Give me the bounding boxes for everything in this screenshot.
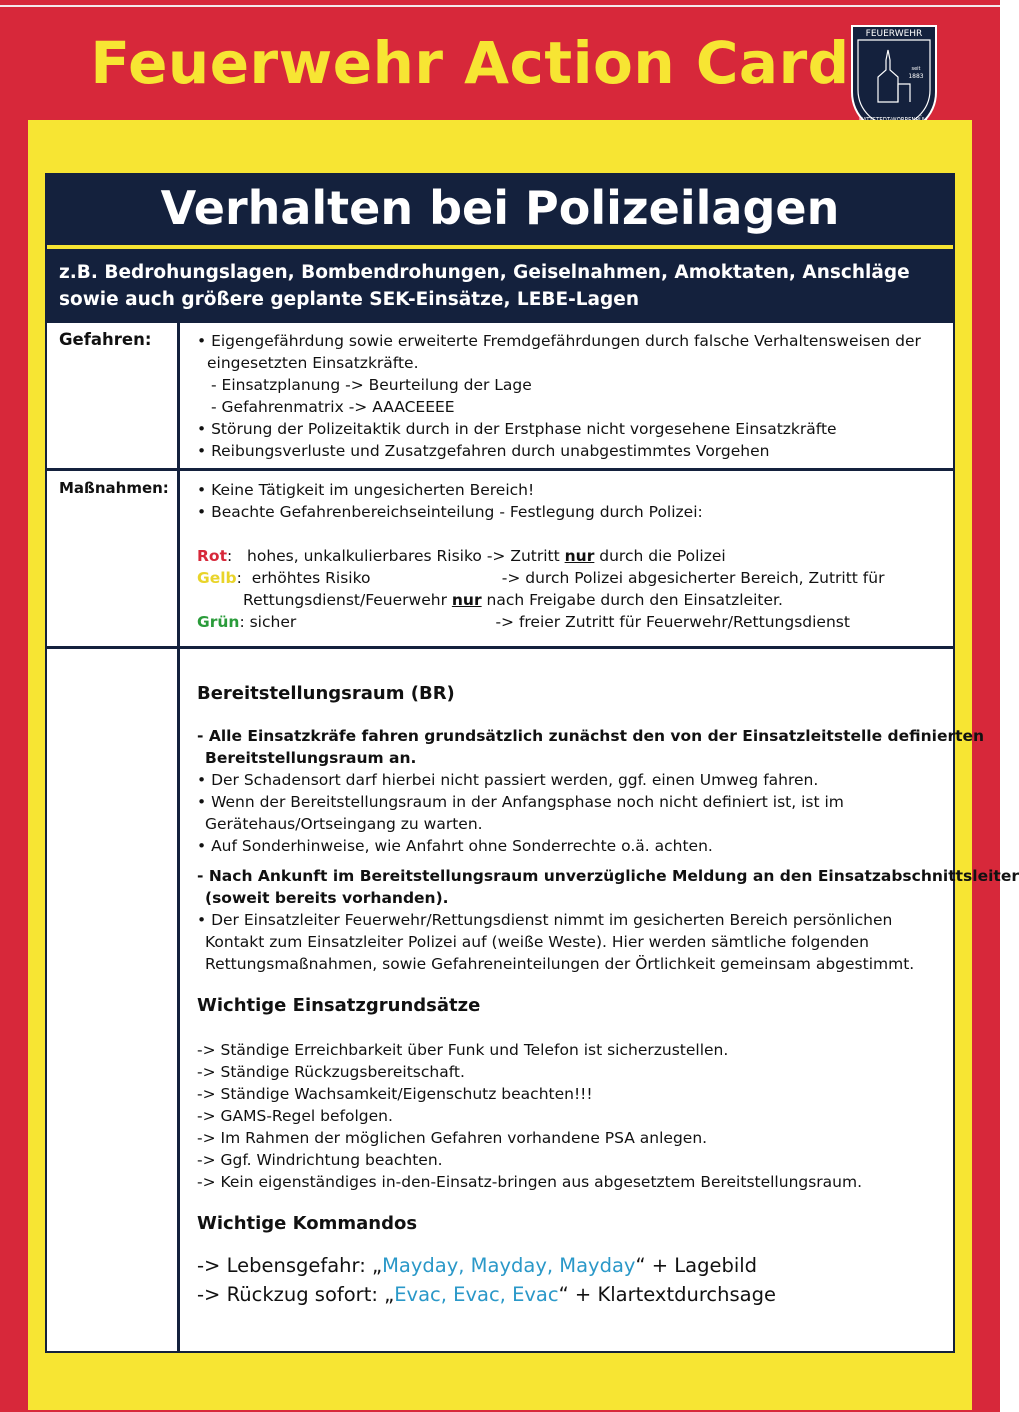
spacer bbox=[197, 523, 943, 545]
list-item: - Einsatzplanung -> Beurteilung der Lage bbox=[211, 376, 532, 394]
command-suffix: “ + Lagebild bbox=[635, 1254, 758, 1277]
zone-gelb-desc: erhöhtes Risiko bbox=[251, 569, 371, 587]
zone-rot bbox=[197, 545, 943, 567]
action-card bbox=[45, 173, 1019, 1353]
list-item: Gerätehaus/Ortseingang zu warten. bbox=[205, 815, 483, 833]
command-label: -> Rückzug sofort: „ bbox=[197, 1283, 395, 1306]
list-item: - Gefahrenmatrix -> AAACEEEE bbox=[211, 398, 455, 416]
subtitle-line: sowie auch größere geplante SEK-Einsätze, LEBE-Lagen bbox=[59, 289, 639, 310]
details-content bbox=[197, 683, 1019, 1309]
list-item: -> GAMS-Regel befolgen. bbox=[197, 1107, 393, 1125]
spacer bbox=[197, 1235, 943, 1251]
massnahmen-content bbox=[197, 479, 943, 633]
list-item: • Der Schadensort darf hierbei nicht passiert werden, ggf. einen Umweg fahren. bbox=[197, 771, 819, 789]
list-item: • Der Einsatzleiter Feuerwehr/Rettungsdienst nimmt im gesicherten Bereich persönlichen bbox=[197, 911, 893, 929]
list-item: • Beachte Gefahrenbereichseinteilung - Festlegung durch Polizei: bbox=[197, 503, 703, 521]
card-subtitle bbox=[47, 249, 953, 323]
card-title: Verhalten bei Polizeilagen bbox=[47, 175, 953, 249]
zone-sep: : bbox=[236, 569, 242, 587]
zone-gruen-arrow: -> freier Zutritt für Feuerwehr/Rettungsdienst bbox=[495, 613, 850, 631]
list-item: • Wenn der Bereitstellungsraum in der Anfangsphase noch nicht definiert ist, ist im bbox=[197, 793, 844, 811]
top-line bbox=[0, 5, 1000, 7]
emblem-top-text: FEUERWEHR bbox=[865, 29, 923, 39]
zone-rot-arrow-post: durch die Polizei bbox=[594, 547, 726, 565]
gefahren-content bbox=[197, 330, 943, 462]
row-details bbox=[47, 646, 1019, 1353]
section-heading-grundsaetze: Wichtige Einsatzgrundsätze bbox=[197, 995, 481, 1016]
emphasis: nur bbox=[451, 591, 482, 609]
list-item: Rettungsmaßnahmen, sowie Gefahreneinteilungen der Örtlichkeit gemeinsam abgestimmt. bbox=[205, 955, 915, 973]
column-divider bbox=[177, 649, 180, 1353]
list-item: • Störung der Polizeitaktik durch in der Erstphase nicht vorgesehene Einsatzkräfte bbox=[197, 420, 837, 438]
list-item: - Nach Ankunft im Bereitstellungsraum unverzügliche Meldung an den Einsatzabschnittsleiter bbox=[197, 867, 1019, 885]
spacer bbox=[197, 975, 943, 995]
spacer bbox=[197, 1193, 943, 1213]
list-item: Kontakt zum Einsatzleiter Polizei auf (weiße Weste). Hier werden sämtliche folgenden bbox=[205, 933, 869, 951]
emphasis: nur bbox=[564, 547, 595, 565]
zone-gelb-cont bbox=[197, 589, 943, 611]
zone-gruen-name: Grün bbox=[197, 613, 240, 631]
row-label-gefahren: Gefahren: bbox=[59, 330, 152, 349]
section-heading-br: Bereitstellungsraum (BR) bbox=[197, 683, 455, 704]
column-divider bbox=[177, 322, 180, 468]
command-suffix: “ + Klartextdurchsage bbox=[558, 1283, 776, 1306]
list-item: (soweit bereits vorhanden). bbox=[205, 889, 449, 907]
list-item: -> Ständige Rückzugsbereitschaft. bbox=[197, 1063, 465, 1081]
list-item: -> Ständige Wachsamkeit/Eigenschutz beachten!!! bbox=[197, 1085, 593, 1103]
command-code: Mayday, Mayday, Mayday bbox=[382, 1254, 636, 1277]
list-item: -> Ständige Erreichbarkeit über Funk und Telefon ist sicherzustellen. bbox=[197, 1041, 729, 1059]
row-label-massnahmen: Maßnahmen: bbox=[59, 479, 169, 497]
zone-gruen-desc: : sicher bbox=[239, 613, 297, 631]
list-item: • Auf Sonderhinweise, wie Anfahrt ohne Sonderrechte o.ä. achten. bbox=[197, 837, 713, 855]
list-item: -> Im Rahmen der möglichen Gefahren vorhandene PSA anlegen. bbox=[197, 1129, 708, 1147]
zone-gruen bbox=[197, 611, 943, 633]
list-item: -> Ggf. Windrichtung beachten. bbox=[197, 1151, 443, 1169]
list-item: - Alle Einsatzkräfe fahren grundsätzlich zunächst den von der Einsatzleitstelle definierten bbox=[197, 727, 985, 745]
zone-rot-arrow: -> Zutritt bbox=[486, 547, 565, 565]
command-rueckzug bbox=[197, 1280, 943, 1309]
spacer bbox=[197, 857, 943, 865]
spacer bbox=[197, 705, 943, 725]
list-item: -> Kein eigenständiges in-den-Einsatz-bringen aus abgesetztem Bereitstellungsraum. bbox=[197, 1173, 863, 1191]
list-item: eingesetzten Einsatzkräfte. bbox=[207, 354, 419, 372]
subtitle-line: z.B. Bedrohungslagen, Bombendrohungen, Geiselnahmen, Amoktaten, Anschläge bbox=[59, 262, 910, 283]
row-massnahmen bbox=[47, 468, 953, 646]
command-code: Evac, Evac, Evac bbox=[394, 1283, 559, 1306]
list-item: • Keine Tätigkeit im ungesicherten Bereich! bbox=[197, 481, 535, 499]
emblem-year-prefix: seit bbox=[911, 66, 921, 72]
page-title: Feuerwehr Action Card bbox=[90, 29, 850, 97]
zone-gelb-name: Gelb bbox=[197, 569, 237, 587]
command-label: -> Lebensgefahr: „ bbox=[197, 1254, 383, 1277]
list-item: Bereitstellungsraum an. bbox=[205, 749, 417, 767]
zone-sep: : bbox=[227, 547, 233, 565]
zone-gelb bbox=[197, 567, 943, 589]
row-gefahren bbox=[47, 319, 953, 468]
column-divider bbox=[177, 471, 180, 646]
spacer bbox=[197, 1017, 943, 1039]
zone-gelb-cont-post: nach Freigabe durch den Einsatzleiter. bbox=[481, 591, 783, 609]
zone-rot-desc: hohes, unkalkulierbares Risiko bbox=[247, 547, 482, 565]
command-lebensgefahr bbox=[197, 1251, 943, 1280]
list-item: • Reibungsverluste und Zusatzgefahren durch unabgestimmtes Vorgehen bbox=[197, 442, 770, 460]
list-item: • Eigengefährdung sowie erweiterte Fremdgefährdungen durch falsche Verhaltensweisen der bbox=[197, 332, 921, 350]
zone-gelb-cont-pre: Rettungsdienst/Feuerwehr bbox=[243, 591, 452, 609]
emblem-year: 1883 bbox=[908, 73, 924, 80]
zone-gelb-arrow: -> durch Polizei abgesicherter Bereich, Zutritt für bbox=[501, 569, 885, 587]
zone-rot-name: Rot bbox=[197, 547, 227, 565]
section-heading-kommandos: Wichtige Kommandos bbox=[197, 1213, 418, 1234]
